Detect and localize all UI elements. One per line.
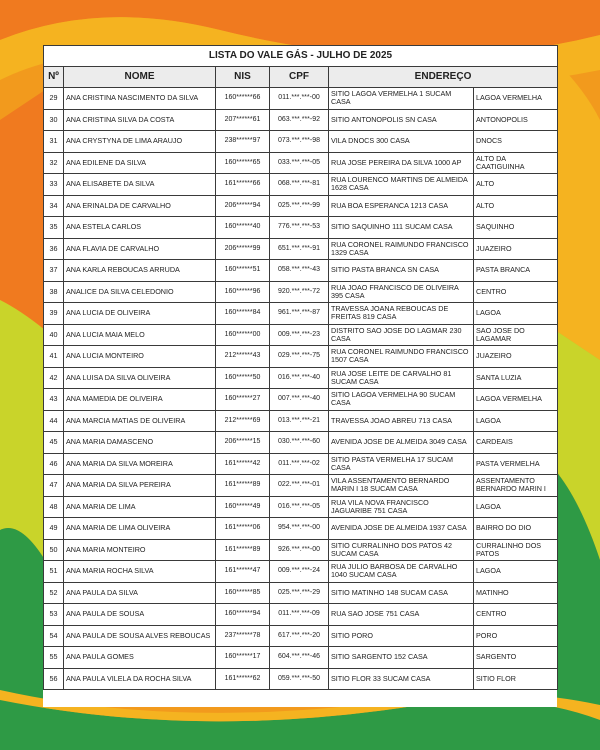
table-row — [44, 453, 558, 475]
row-bairro: LAGOA — [474, 410, 558, 432]
row-nome: ANA MARIA MONTEIRO — [64, 539, 216, 561]
row-bairro: BAIRRO DO DIO — [474, 518, 558, 540]
row-cpf: 033.***.***-05 — [270, 152, 329, 174]
row-cpf: 604.***.***-46 — [270, 647, 329, 669]
row-bairro: LAGOA — [474, 561, 558, 583]
row-nome: ANA CRISTINA NASCIMENTO DA SILVA — [64, 88, 216, 110]
row-nome: ANA PAULA VILELA DA ROCHA SILVA — [64, 668, 216, 690]
row-nis: 212******69 — [216, 410, 270, 432]
row-nis: 206******99 — [216, 238, 270, 260]
table-row — [44, 432, 558, 454]
row-cpf: 011.***.***-02 — [270, 453, 329, 475]
row-bairro: LAGOA — [474, 496, 558, 518]
row-nome: ANA EDILENE DA SILVA — [64, 152, 216, 174]
row-endereco: AVENIDA JOSE DE ALMEIDA 1937 CASA — [329, 518, 474, 540]
row-cpf: 954.***.***-00 — [270, 518, 329, 540]
row-endereco: SITIO PASTA VERMELHA 17 SUCAM CASA — [329, 453, 474, 475]
row-number: 34 — [44, 195, 64, 217]
row-bairro: ANTONOPOLIS — [474, 109, 558, 131]
row-endereco: RUA VILA NOVA FRANCISCO JAGUARIBE 751 CASA — [329, 496, 474, 518]
table-row — [44, 668, 558, 690]
row-number: 49 — [44, 518, 64, 540]
vale-gas-table — [43, 45, 558, 690]
row-nome: ANA LUISA DA SILVA OLIVEIRA — [64, 367, 216, 389]
row-nome: ANA LUCIA DE OLIVEIRA — [64, 303, 216, 325]
row-cpf: 920.***.***-72 — [270, 281, 329, 303]
row-nome: ANA CRYSTYNA DE LIMA ARAUJO — [64, 131, 216, 153]
table-row — [44, 346, 558, 368]
row-cpf: 011.***.***-00 — [270, 88, 329, 110]
table-row — [44, 518, 558, 540]
row-nis: 212******43 — [216, 346, 270, 368]
row-cpf: 025.***.***-29 — [270, 582, 329, 604]
row-endereco: SITIO SARGENTO 152 CASA — [329, 647, 474, 669]
row-cpf: 022.***.***-01 — [270, 475, 329, 497]
column-header-nis: NIS — [216, 67, 270, 88]
row-number: 42 — [44, 367, 64, 389]
row-cpf: 926.***.***-00 — [270, 539, 329, 561]
table-row — [44, 281, 558, 303]
row-bairro: CARDEAIS — [474, 432, 558, 454]
row-nis: 160******96 — [216, 281, 270, 303]
row-nis: 206******15 — [216, 432, 270, 454]
row-nis: 161******06 — [216, 518, 270, 540]
row-bairro: ALTO DA CAATIGUINHA — [474, 152, 558, 174]
row-endereco: VILA ASSENTAMENTO BERNARDO MARIN I 18 SUCAM CASA — [329, 475, 474, 497]
row-bairro: JUAZEIRO — [474, 346, 558, 368]
table-row — [44, 324, 558, 346]
row-nis: 237******78 — [216, 625, 270, 647]
table-row — [44, 217, 558, 239]
row-endereco: TRAVESSA JOAO ABREU 713 CASA — [329, 410, 474, 432]
row-nome: ANA MARCIA MATIAS DE OLIVEIRA — [64, 410, 216, 432]
row-cpf: 013.***.***-21 — [270, 410, 329, 432]
row-cpf: 063.***.***-92 — [270, 109, 329, 131]
row-nis: 160******66 — [216, 88, 270, 110]
row-nome: ANA CRISTINA SILVA DA COSTA — [64, 109, 216, 131]
row-cpf: 073.***.***-98 — [270, 131, 329, 153]
row-bairro: CENTRO — [474, 281, 558, 303]
row-nis: 160******17 — [216, 647, 270, 669]
row-nis: 160******51 — [216, 260, 270, 282]
row-endereco: SITIO ANTONOPOLIS SN CASA — [329, 109, 474, 131]
row-nome: ANA ERINALDA DE CARVALHO — [64, 195, 216, 217]
row-nome: ANA MARIA DE LIMA OLIVEIRA — [64, 518, 216, 540]
table-row — [44, 496, 558, 518]
row-number: 50 — [44, 539, 64, 561]
row-bairro: CENTRO — [474, 604, 558, 626]
row-bairro: PORO — [474, 625, 558, 647]
row-endereco: SITIO PASTA BRANCA SN CASA — [329, 260, 474, 282]
row-nis: 160******84 — [216, 303, 270, 325]
row-number: 47 — [44, 475, 64, 497]
row-number: 52 — [44, 582, 64, 604]
row-endereco: SITIO FLOR 33 SUCAM CASA — [329, 668, 474, 690]
table-row — [44, 303, 558, 325]
row-bairro: ALTO — [474, 174, 558, 196]
row-bairro: SANTA LUZIA — [474, 367, 558, 389]
row-nome: ANA PAULA DE SOUSA ALVES REBOUCAS — [64, 625, 216, 647]
row-endereco: RUA CORONEL RAIMUNDO FRANCISCO 1507 CASA — [329, 346, 474, 368]
row-cpf: 058.***.***-43 — [270, 260, 329, 282]
row-number: 32 — [44, 152, 64, 174]
row-nis: 160******65 — [216, 152, 270, 174]
row-number: 29 — [44, 88, 64, 110]
row-nis: 161******62 — [216, 668, 270, 690]
row-number: 51 — [44, 561, 64, 583]
table-row — [44, 260, 558, 282]
table-row — [44, 238, 558, 260]
row-endereco: AVENIDA JOSE DE ALMEIDA 3049 CASA — [329, 432, 474, 454]
row-number: 46 — [44, 453, 64, 475]
row-nis: 161******47 — [216, 561, 270, 583]
row-cpf: 776.***.***-53 — [270, 217, 329, 239]
row-bairro: PASTA VERMELHA — [474, 453, 558, 475]
row-cpf: 030.***.***-60 — [270, 432, 329, 454]
row-endereco: SITIO LAGOA VERMELHA 1 SUCAM CASA — [329, 88, 474, 110]
row-cpf: 068.***.***-81 — [270, 174, 329, 196]
row-bairro: SAQUINHO — [474, 217, 558, 239]
row-nis: 160******85 — [216, 582, 270, 604]
row-nome: ANA KARLA REBOUCAS ARRUDA — [64, 260, 216, 282]
row-number: 33 — [44, 174, 64, 196]
table-row — [44, 604, 558, 626]
row-cpf: 011.***.***-09 — [270, 604, 329, 626]
row-nome: ANA MARIA DA SILVA MOREIRA — [64, 453, 216, 475]
row-bairro: ALTO — [474, 195, 558, 217]
table-row — [44, 195, 558, 217]
row-number: 39 — [44, 303, 64, 325]
row-cpf: 651.***.***-91 — [270, 238, 329, 260]
row-nome: ANA MARIA DAMASCENO — [64, 432, 216, 454]
row-nome: ANA PAULA GOMES — [64, 647, 216, 669]
column-header-cpf: CPF — [270, 67, 329, 88]
table-row — [44, 109, 558, 131]
row-bairro: JUAZEIRO — [474, 238, 558, 260]
table-row — [44, 410, 558, 432]
row-cpf: 961.***.***-87 — [270, 303, 329, 325]
row-nome: ANALICE DA SILVA CELEDONIO — [64, 281, 216, 303]
table-row — [44, 88, 558, 110]
row-bairro: PASTA BRANCA — [474, 260, 558, 282]
row-endereco: RUA JULIO BARBOSA DE CARVALHO 1040 SUCAM CASA — [329, 561, 474, 583]
row-bairro: CURRALINHO DOS PATOS — [474, 539, 558, 561]
row-endereco: RUA LOURENCO MARTINS DE ALMEIDA 1628 CASA — [329, 174, 474, 196]
row-endereco: RUA JOAO FRANCISCO DE OLIVEIRA 395 CASA — [329, 281, 474, 303]
row-nis: 207******61 — [216, 109, 270, 131]
row-cpf: 016.***.***-05 — [270, 496, 329, 518]
table-row — [44, 625, 558, 647]
table-row — [44, 582, 558, 604]
row-nome: ANA PAULA DA SILVA — [64, 582, 216, 604]
table-row — [44, 647, 558, 669]
row-number: 45 — [44, 432, 64, 454]
row-number: 44 — [44, 410, 64, 432]
row-bairro: LAGOA — [474, 303, 558, 325]
table-row — [44, 475, 558, 497]
row-nome: ANA MAMEDIA DE OLIVEIRA — [64, 389, 216, 411]
row-nome: ANA LUCIA MAIA MELO — [64, 324, 216, 346]
row-number: 53 — [44, 604, 64, 626]
row-endereco: SITIO LAGOA VERMELHA 90 SUCAM CASA — [329, 389, 474, 411]
row-number: 37 — [44, 260, 64, 282]
row-bairro: SARGENTO — [474, 647, 558, 669]
table-row — [44, 539, 558, 561]
row-number: 41 — [44, 346, 64, 368]
row-number: 38 — [44, 281, 64, 303]
table-row — [44, 152, 558, 174]
row-nis: 160******00 — [216, 324, 270, 346]
row-number: 36 — [44, 238, 64, 260]
row-nis: 160******94 — [216, 604, 270, 626]
row-number: 56 — [44, 668, 64, 690]
row-nis: 160******40 — [216, 217, 270, 239]
row-nome: ANA MARIA ROCHA SILVA — [64, 561, 216, 583]
row-cpf: 007.***.***-40 — [270, 389, 329, 411]
row-endereco: RUA SAO JOSE 751 CASA — [329, 604, 474, 626]
row-nis: 161******89 — [216, 475, 270, 497]
row-number: 30 — [44, 109, 64, 131]
row-number: 40 — [44, 324, 64, 346]
row-number: 31 — [44, 131, 64, 153]
row-cpf: 009.***.***-23 — [270, 324, 329, 346]
row-endereco: RUA JOSE PEREIRA DA SILVA 1000 AP — [329, 152, 474, 174]
row-nome: ANA MARIA DA SILVA PEREIRA — [64, 475, 216, 497]
row-bairro: SITIO FLOR — [474, 668, 558, 690]
row-nome: ANA LUCIA MONTEIRO — [64, 346, 216, 368]
row-bairro: DNOCS — [474, 131, 558, 153]
row-cpf: 059.***.***-50 — [270, 668, 329, 690]
row-cpf: 009.***.***-24 — [270, 561, 329, 583]
row-endereco: RUA JOSE LEITE DE CARVALHO 81 SUCAM CASA — [329, 367, 474, 389]
row-endereco: SITIO MATINHO 148 SUCAM CASA — [329, 582, 474, 604]
row-endereco: RUA CORONEL RAIMUNDO FRANCISCO 1329 CASA — [329, 238, 474, 260]
row-nis: 238******97 — [216, 131, 270, 153]
row-endereco: RUA BOA ESPERANCA 1213 CASA — [329, 195, 474, 217]
row-cpf: 016.***.***-40 — [270, 367, 329, 389]
row-nome: ANA ESTELA CARLOS — [64, 217, 216, 239]
row-endereco: SITIO CURRALINHO DOS PATOS 42 SUCAM CASA — [329, 539, 474, 561]
row-number: 43 — [44, 389, 64, 411]
row-endereco: VILA DNOCS 300 CASA — [329, 131, 474, 153]
row-bairro: SAO JOSE DO LAGAMAR — [474, 324, 558, 346]
table-row — [44, 174, 558, 196]
row-bairro: LAGOA VERMELHA — [474, 88, 558, 110]
row-cpf: 617.***.***-20 — [270, 625, 329, 647]
row-endereco: TRAVESSA JOANA REBOUCAS DE FREITAS 819 CASA — [329, 303, 474, 325]
row-number: 54 — [44, 625, 64, 647]
row-nis: 161******66 — [216, 174, 270, 196]
row-number: 35 — [44, 217, 64, 239]
row-endereco: SITIO SAQUINHO 111 SUCAM CASA — [329, 217, 474, 239]
table-row — [44, 389, 558, 411]
row-nome: ANA MARIA DE LIMA — [64, 496, 216, 518]
row-nome: ANA ELISABETE DA SILVA — [64, 174, 216, 196]
table-body — [44, 88, 558, 690]
row-number: 48 — [44, 496, 64, 518]
row-cpf: 029.***.***-75 — [270, 346, 329, 368]
column-header-number: Nº — [44, 67, 64, 88]
row-nis: 160******50 — [216, 367, 270, 389]
column-header-nome: NOME — [64, 67, 216, 88]
table-title: LISTA DO VALE GÁS - JULHO DE 2025 — [44, 46, 558, 67]
row-endereco: DISTRITO SAO JOSE DO LAGMAR 230 CASA — [329, 324, 474, 346]
column-header-endereco: ENDEREÇO — [329, 67, 558, 88]
row-bairro: MATINHO — [474, 582, 558, 604]
table-row — [44, 561, 558, 583]
row-number: 55 — [44, 647, 64, 669]
row-nis: 206******94 — [216, 195, 270, 217]
table-row — [44, 367, 558, 389]
table-row — [44, 131, 558, 153]
row-nome: ANA PAULA DE SOUSA — [64, 604, 216, 626]
row-bairro: ASSENTAMENTO BERNARDO MARIN I — [474, 475, 558, 497]
row-bairro: LAGOA VERMELHA — [474, 389, 558, 411]
row-nis: 160******27 — [216, 389, 270, 411]
row-nome: ANA FLAVIA DE CARVALHO — [64, 238, 216, 260]
row-nis: 161******89 — [216, 539, 270, 561]
row-nis: 161******42 — [216, 453, 270, 475]
row-nis: 160******49 — [216, 496, 270, 518]
row-endereco: SITIO PORO — [329, 625, 474, 647]
row-cpf: 025.***.***-99 — [270, 195, 329, 217]
